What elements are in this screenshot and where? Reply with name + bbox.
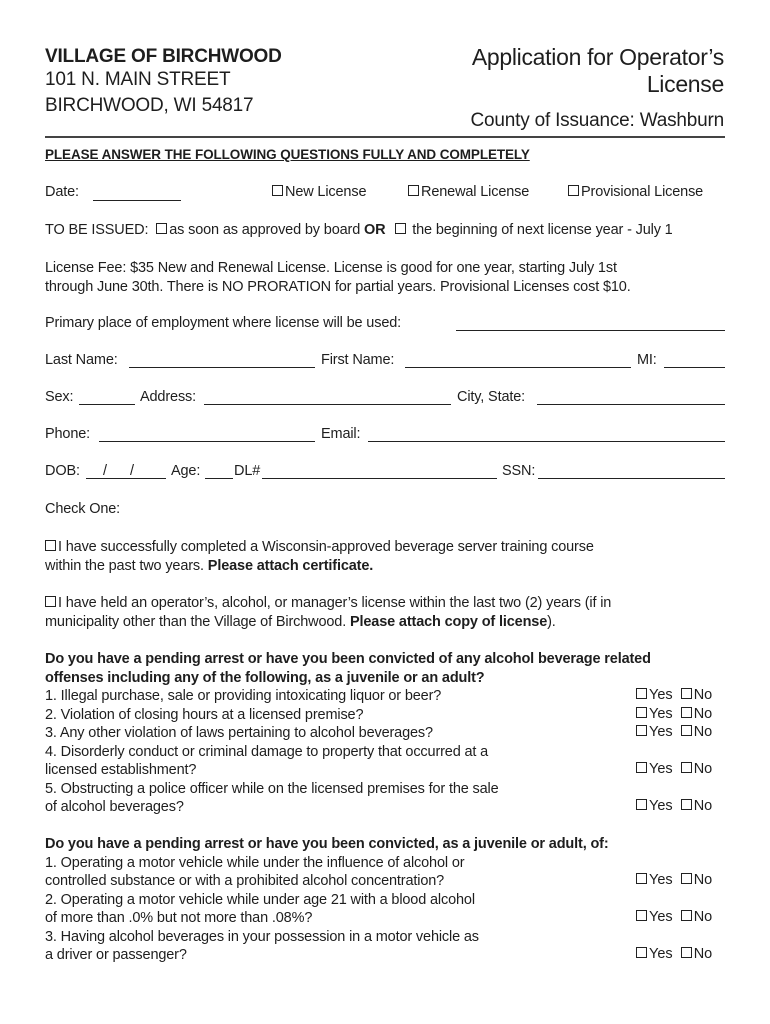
s1-q2-text: 2. Violation of closing hours at a licensed premise? xyxy=(45,706,364,723)
dob-slash-1: / xyxy=(103,463,107,479)
s1-q3-yes-checkbox[interactable] xyxy=(636,725,647,736)
ssn-label: SSN: xyxy=(502,463,536,479)
city-state-field[interactable] xyxy=(537,404,725,405)
section1-heading-line2: offenses including any of the following, as a juvenile or an adult? xyxy=(45,669,485,686)
address-field[interactable] xyxy=(204,404,451,405)
dl-field[interactable] xyxy=(262,478,497,479)
s2-q3-no-checkbox[interactable] xyxy=(681,947,692,958)
village-address-line2: BIRCHWOOD, WI 54817 xyxy=(45,95,254,116)
s1-q1-yes-checkbox[interactable] xyxy=(636,688,647,699)
no-label: No xyxy=(693,798,713,814)
prior-license-line2: municipality other than the Village of Birchwood. xyxy=(45,613,347,630)
issue-asap-label: as soon as approved by board xyxy=(169,222,361,238)
no-label: No xyxy=(693,761,713,777)
s1-q5-answer xyxy=(636,798,712,814)
date-label: Date: xyxy=(45,184,79,200)
yes-label: Yes xyxy=(649,872,673,888)
s2-q1-yes-checkbox[interactable] xyxy=(636,873,647,884)
license-type-provisional[interactable] xyxy=(568,184,703,200)
yes-label: Yes xyxy=(649,705,673,722)
s2-q2-text-line1: 2. Operating a motor vehicle while under age 21 with a blood alcohol xyxy=(45,891,475,908)
s1-q2-no-checkbox[interactable] xyxy=(681,707,692,718)
new-license-checkbox[interactable] xyxy=(272,185,283,196)
s1-question-3 xyxy=(45,724,433,743)
mi-field[interactable] xyxy=(664,367,725,368)
s1-question-4 xyxy=(45,743,488,780)
sex-label: Sex: xyxy=(45,389,74,405)
to-be-issued-label: TO BE ISSUED: xyxy=(45,222,149,238)
license-type-new-label: New License xyxy=(285,184,367,200)
no-label: No xyxy=(693,687,713,703)
yes-label: Yes xyxy=(649,946,673,962)
license-type-renewal[interactable] xyxy=(408,184,529,200)
last-name-field[interactable] xyxy=(129,367,315,368)
yes-label: Yes xyxy=(649,687,673,703)
training-line2: within the past two years. xyxy=(45,557,204,574)
employment-label: Primary place of employment where license will be used: xyxy=(45,315,402,331)
s2-q1-text-line1: 1. Operating a motor vehicle while under the influence of alcohol or xyxy=(45,854,465,871)
s1-q1-no-checkbox[interactable] xyxy=(681,688,692,699)
to-be-issued-row xyxy=(45,222,673,238)
age-field[interactable] xyxy=(205,478,233,479)
s2-question-2 xyxy=(45,891,475,928)
s2-q1-answer xyxy=(636,872,712,888)
section2-heading: Do you have a pending arrest or have you been convicted, as a juvenile or adult, of: xyxy=(45,836,609,852)
dob-slash-2: / xyxy=(130,463,134,479)
s1-q3-text: 3. Any other violation of laws pertaining to alcohol beverages? xyxy=(45,725,433,741)
check-one-label: Check One: xyxy=(45,501,121,517)
prior-license-line1: I have held an operator’s, alcohol, or manager’s license within the last two (2) years (if in xyxy=(58,595,612,611)
s1-question-1 xyxy=(45,687,441,706)
s1-q3-no-checkbox[interactable] xyxy=(681,725,692,736)
training-line1: I have successfully completed a Wisconsin-approved beverage server training course xyxy=(58,539,594,555)
sex-field[interactable] xyxy=(79,404,135,405)
no-label: No xyxy=(693,872,713,888)
date-field[interactable] xyxy=(93,200,181,201)
dob-label: DOB: xyxy=(45,463,80,479)
s1-q4-no-checkbox[interactable] xyxy=(681,762,692,773)
training-attach-note: Please attach certificate. xyxy=(207,557,374,574)
s2-q2-no-checkbox[interactable] xyxy=(681,910,692,921)
s1-q2-yes-checkbox[interactable] xyxy=(636,707,647,718)
yes-label: Yes xyxy=(649,798,673,814)
dl-label: DL# xyxy=(234,463,261,479)
yes-label: Yes xyxy=(649,761,673,777)
no-label: No xyxy=(693,909,713,925)
s1-q1-text: 1. Illegal purchase, sale or providing intoxicating liquor or beer? xyxy=(45,688,442,704)
issue-asap-checkbox[interactable] xyxy=(156,223,167,234)
s1-question-5 xyxy=(45,780,499,817)
s2-q3-text-line1: 3. Having alcohol beverages in your possession in a motor vehicle as xyxy=(45,928,479,945)
first-name-field[interactable] xyxy=(405,367,631,368)
county-of-issuance: County of Issuance: Washburn xyxy=(470,110,724,131)
yes-label: Yes xyxy=(649,909,673,925)
renewal-license-checkbox[interactable] xyxy=(408,185,419,196)
license-type-new[interactable] xyxy=(272,184,366,200)
section1-heading xyxy=(45,650,651,687)
prior-license-option xyxy=(45,594,611,631)
yes-label: Yes xyxy=(649,724,673,740)
village-name: VILLAGE OF BIRCHWOOD xyxy=(45,46,282,67)
s1-q3-answer xyxy=(636,724,712,740)
provisional-license-checkbox[interactable] xyxy=(568,185,579,196)
mi-label: MI: xyxy=(637,352,657,368)
form-title xyxy=(404,44,724,98)
license-type-provisional-label: Provisional License xyxy=(581,184,704,200)
prior-license-attach-note: Please attach copy of license xyxy=(349,613,548,630)
section1-heading-line1: Do you have a pending arrest or have you been convicted of any alcohol beverage related xyxy=(45,651,651,667)
address-label: Address: xyxy=(140,389,197,405)
s1-q5-no-checkbox[interactable] xyxy=(681,799,692,810)
s2-question-3 xyxy=(45,928,479,965)
village-address-line1: 101 N. MAIN STREET xyxy=(45,69,231,90)
s2-q1-text-line2: controlled substance or with a prohibited alcohol concentration? xyxy=(45,873,445,889)
fee-line1: License Fee: $35 New and Renewal License. License is good for one year, starting July 1st xyxy=(45,260,617,276)
s1-q4-text-line2: licensed establishment? xyxy=(45,762,197,778)
email-label: Email: xyxy=(321,426,361,442)
s2-q1-no-checkbox[interactable] xyxy=(681,873,692,884)
s1-q4-answer xyxy=(636,761,712,777)
header-divider xyxy=(45,136,725,138)
s2-q3-yes-checkbox[interactable] xyxy=(636,947,647,958)
s2-q3-text-line2: a driver or passenger? xyxy=(45,947,187,963)
fee-paragraph xyxy=(45,259,631,296)
s1-q5-text-line2: of alcohol beverages? xyxy=(45,799,184,815)
s1-q4-yes-checkbox[interactable] xyxy=(636,762,647,773)
form-title-line2: License xyxy=(646,71,724,97)
s1-q4-text-line1: 4. Disorderly conduct or criminal damage to property that occurred at a xyxy=(45,743,489,760)
training-checkbox[interactable] xyxy=(45,540,56,551)
employment-field[interactable] xyxy=(456,330,725,331)
training-option xyxy=(45,538,594,575)
no-label: No xyxy=(693,946,713,962)
s2-q2-answer xyxy=(636,909,712,925)
city-state-label: City, State: xyxy=(457,389,526,405)
s1-q5-text-line1: 5. Obstructing a police officer while on the licensed premises for the sale xyxy=(45,780,499,797)
no-label: No xyxy=(693,724,713,740)
issue-july-label: the beginning of next license year - July 1 xyxy=(412,222,673,238)
fee-line2: through June 30th. There is NO PRORATION for partial years. Provisional Licenses cost $10. xyxy=(45,278,631,295)
ssn-field[interactable] xyxy=(538,478,725,479)
phone-label: Phone: xyxy=(45,426,91,442)
s2-q2-yes-checkbox[interactable] xyxy=(636,910,647,921)
dob-field[interactable] xyxy=(86,478,166,479)
s1-q5-yes-checkbox[interactable] xyxy=(636,799,647,810)
s1-q2-answer xyxy=(636,706,712,722)
last-name-label: Last Name: xyxy=(45,352,118,368)
no-label: No xyxy=(693,705,713,722)
s1-question-2 xyxy=(45,706,363,725)
prior-license-line-end: ). xyxy=(547,613,556,630)
s1-q1-answer xyxy=(636,687,712,703)
or-label: OR xyxy=(364,222,386,238)
instruction-heading: PLEASE ANSWER THE FOLLOWING QUESTIONS FULLY AND COMPLETELY xyxy=(45,147,530,162)
issue-july-checkbox[interactable] xyxy=(395,223,406,234)
age-label: Age: xyxy=(171,463,201,479)
email-field[interactable] xyxy=(368,441,725,442)
form-title-line1: Application for Operator’s xyxy=(471,44,724,70)
prior-license-checkbox[interactable] xyxy=(45,596,56,607)
s2-q2-text-line2: of more than .0% but not more than .08%? xyxy=(45,910,313,926)
first-name-label: First Name: xyxy=(321,352,395,368)
license-type-renewal-label: Renewal License xyxy=(421,184,530,200)
s2-question-1 xyxy=(45,854,464,891)
s2-q3-answer xyxy=(636,946,712,962)
phone-field[interactable] xyxy=(99,441,315,442)
